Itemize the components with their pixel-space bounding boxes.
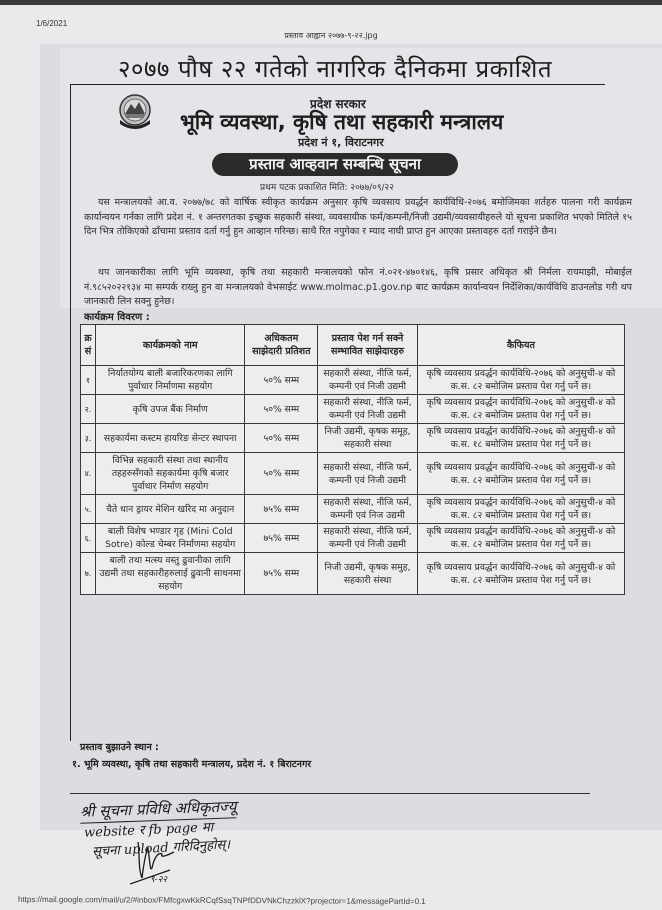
- table-row: [81, 453, 625, 495]
- program-table: [80, 324, 625, 595]
- cell-max-share: ७५% सम्म: [245, 495, 318, 524]
- header-sn: क्र सं: [81, 325, 96, 366]
- cell-program-name: बाली तथा मत्स्य वस्तु ढुवानीका लागि उद्यमी तथा सहकारीहरुलाई ढुवानी साधनमा सहयोग: [95, 553, 244, 595]
- header-partners: प्रस्ताव पेश गर्न सक्ने सम्भावित साझेदारहरु: [318, 325, 418, 366]
- publication-date: प्रथम पटक प्रकाशित मिति: २०७७/०९/२२: [260, 183, 394, 193]
- table-row: [81, 424, 625, 453]
- window-top-edge: [0, 0, 662, 5]
- submission-place-title: प्रस्ताव बुझाउने स्थान :: [80, 742, 159, 753]
- cell-partners: सहकारी संस्था, नीजि फर्म, कम्पनी एवं निजी उद्यमी: [318, 524, 418, 553]
- cell-sn: ६.: [81, 524, 96, 553]
- cell-max-share: ५०% सम्म: [245, 366, 318, 395]
- cell-partners: निजी उद्यमी, कृषक समुह, सहकारी संस्था: [318, 553, 418, 595]
- cell-max-share: ५०% सम्म: [245, 424, 318, 453]
- handwritten-note-line-3: सूचना upload गरिदिनुहोस्।: [91, 837, 231, 860]
- table-row: [81, 553, 625, 595]
- cell-program-name: चैते धान ड्रायर मेशिन खरिद मा अनुदान: [95, 495, 244, 524]
- header-program-name: कार्यक्रमको नाम: [95, 325, 244, 366]
- table-row: [81, 395, 625, 424]
- cell-partners: सहकारी संस्था, नीजि फर्म, कम्पनी एवं निजी उद्यमी: [318, 366, 418, 395]
- print-filename: प्रस्ताव आह्वान २०७७-९-२२.jpg: [284, 31, 378, 40]
- cell-partners: निजी उद्यमी, कृषक समूह, सहकारी संस्था: [318, 424, 418, 453]
- print-date: 1/6/2021: [36, 19, 68, 28]
- program-details-title: कार्यक्रम विवरण :: [84, 312, 150, 323]
- government-title: प्रदेश सरकार: [310, 97, 366, 111]
- cell-remarks: कृषि व्यवसाय प्रवर्द्धन कार्यविधि-२०७६ को अनुसुची-४ को क.स. ८२ बमोजिम प्रस्ताव पेश गर्नु पर्ने छ।: [417, 453, 624, 495]
- cell-program-name: बाली विशेष भण्डार गृह (Mini Cold Sotre) कोल्ड चेम्बर निर्माणमा सहयोग: [95, 524, 244, 553]
- table-row: [81, 495, 625, 524]
- cell-max-share: ५०% सम्म: [245, 395, 318, 424]
- cell-program-name: कृषि उपज बैंक निर्माण: [95, 395, 244, 424]
- cell-program-name: निर्यातयोग्य बाली बजारिकरणका लागि पुर्वाधार निर्माणमा सहयोग: [95, 366, 244, 395]
- cell-sn: ४.: [81, 453, 96, 495]
- notice-banner: प्रस्ताव आव्हवान सम्बन्धि सूचना: [212, 153, 458, 176]
- cell-sn: ७.: [81, 553, 96, 595]
- cell-program-name: विभिन्न सहकारी संस्था तथा स्थानीय तहहरुसँगको सहकार्यमा कृषि बजार पुर्वाधार निर्माण सहयोग: [95, 453, 244, 495]
- nepal-government-emblem-icon: [113, 92, 157, 132]
- cell-remarks: कृषि व्यवसाय प्रवर्द्धन कार्यविधि-२०७६ को अनुसुची-४ को क.स. १८ बमोजिम प्रस्ताव पेश गर्नु पर्ने छ।: [417, 424, 624, 453]
- signature-icon: [130, 838, 210, 886]
- province-subtitle: प्रदेश नं १, विराटनगर: [298, 136, 384, 149]
- cell-max-share: ७५% सम्म: [245, 553, 318, 595]
- notice-paragraph-1: यस मन्त्रालयको आ.व. २०७७/७८ को वार्षिक स्वीकृत कार्यक्रम अनुसार कृषि व्यवसाय प्रवर्द्धन कार्यविधि-२०७६ बमोजिमका शर्तहरु पालना गरी कार्यक्रम कार्यान्वयन गर्नका लागि प्रदेश नं. १ अन्तरगतका इच्छुक सहकारी संस्था, व्यवसायीक फर्म/कम्पनी/निजी उद्यमी/व्यवसायीहरुले यो सूचना प्रकाशित भएको मितिले १५ दिन भित्र तोकिएको ढाँचामा प्रस्ताव दर्ता गर्नु हुन आव्हान गरिन्छ। साथै रित नपुगेका र म्याद नाघी प्राप्त हुन आएका प्रस्तावहरु दर्ता गराईने छैन।: [84, 197, 632, 237]
- cell-partners: सहकारी संस्था, नीजि फर्म, कम्पनी एवं निजी उद्यमी: [318, 453, 418, 495]
- print-url: https://mail.google.com/mail/u/2/#inbox/FMfcgxwKkRCqfSsqTNPfDDVNkChzzklX?projector=1&messagePartId=0.1: [17, 894, 426, 907]
- submission-place: १. भूमि व्यवस्था, कृषि तथा सहकारी मन्त्रालय, प्रदेश नं. १ बिराटनगर: [72, 759, 312, 770]
- handwritten-note-line-2: website र fb page मा: [83, 820, 214, 841]
- table-row: [81, 366, 625, 395]
- cell-program-name: सहकार्यमा कस्टम हायरिङ सेन्टर स्थापना: [95, 424, 244, 453]
- cell-remarks: कृषि व्यवसाय प्रवर्द्धन कार्यविधि-२०७६ को अनुसुची-४ को क.स. ८२ बमोजिम प्रस्ताव पेश गर्नु पर्ने छ।: [417, 553, 624, 595]
- cell-remarks: कृषि व्यवसाय प्रवर्द्धन कार्यविधि-२०७६ को अनुसुची-४ को क.स. ८२ बमोजिम प्रस्ताव पेश गर्नु पर्ने छ।: [417, 524, 624, 553]
- header-max-share: अधिकतम साझेदारी प्रतिशत: [245, 325, 318, 366]
- cell-sn: २.: [81, 395, 96, 424]
- ministry-title: भूमि व्यवस्था, कृषि तथा सहकारी मन्त्रालय: [180, 110, 504, 134]
- cell-remarks: कृषि व्यवसाय प्रवर्द्धन कार्यविधि-२०७६ को अनुसुची-४ को क.स. ८२ बमोजिम प्रस्ताव पेश गर्नु पर्ने छ।: [417, 395, 624, 424]
- handwritten-note-line-1: श्री सूचना प्रविधि अधिकृतज्यू: [80, 796, 237, 823]
- cell-max-share: ५०% सम्म: [245, 453, 318, 495]
- cell-partners: सहकारी संस्था, नीजि फर्म, कम्पनी एवं निज उद्यमी: [318, 495, 418, 524]
- cell-sn: ५.: [81, 495, 96, 524]
- header-remarks: कैफियत: [417, 325, 624, 366]
- table-row: [81, 524, 625, 553]
- cell-max-share: ७५% सम्म: [245, 524, 318, 553]
- cell-partners: सहकारी संस्था, नीजि फर्म, कम्पनी एवं निजी उद्यमी: [318, 395, 418, 424]
- notice-paragraph-2: थप जानकारीका लागि भूमि व्यवस्था, कृषि तथा सहकारी मन्त्रालयको फोन नं.०२१-४७०१४६, कृषि प्रसार अधिकृत श्री निर्मला रायमाझी, मोबाईल नं.९८५२०२२१३४ मा सम्पर्क राख्नु हुन वा मन्त्रालयको वेभसाईट www.molmac.p1.gov.np बाट कार्यक्रम कार्यान्वयन निर्देशिका/कार्यविधि डाउनलोड गरी थप जानकारी लिन सक्नु हुनेछ।: [84, 267, 632, 307]
- cell-sn: १: [81, 366, 96, 395]
- newspaper-headline: २०७७ पौष २२ गतेको नागरिक दैनिकमा प्रकाशित: [117, 55, 553, 83]
- signature-date: ९-२२: [150, 875, 168, 885]
- cell-remarks: कृषि व्यवसाय प्रवर्द्धन कार्यविधि-२०७६ को अनुसुची-४ को क.स. ८२ बमोजिम प्रस्ताव पेश गर्नु पर्ने छ।: [417, 366, 624, 395]
- cell-remarks: कृषि व्यवसाय प्रवर्द्धन कार्यविधि-२०७६ को अनुसुची-४ को क.स. ८२ बमोजिम प्रस्ताव पेश गर्नु पर्ने छ।: [417, 495, 624, 524]
- clipping-bottom-rule: [70, 793, 590, 794]
- cell-sn: ३.: [81, 424, 96, 453]
- table-header-row: [81, 325, 625, 366]
